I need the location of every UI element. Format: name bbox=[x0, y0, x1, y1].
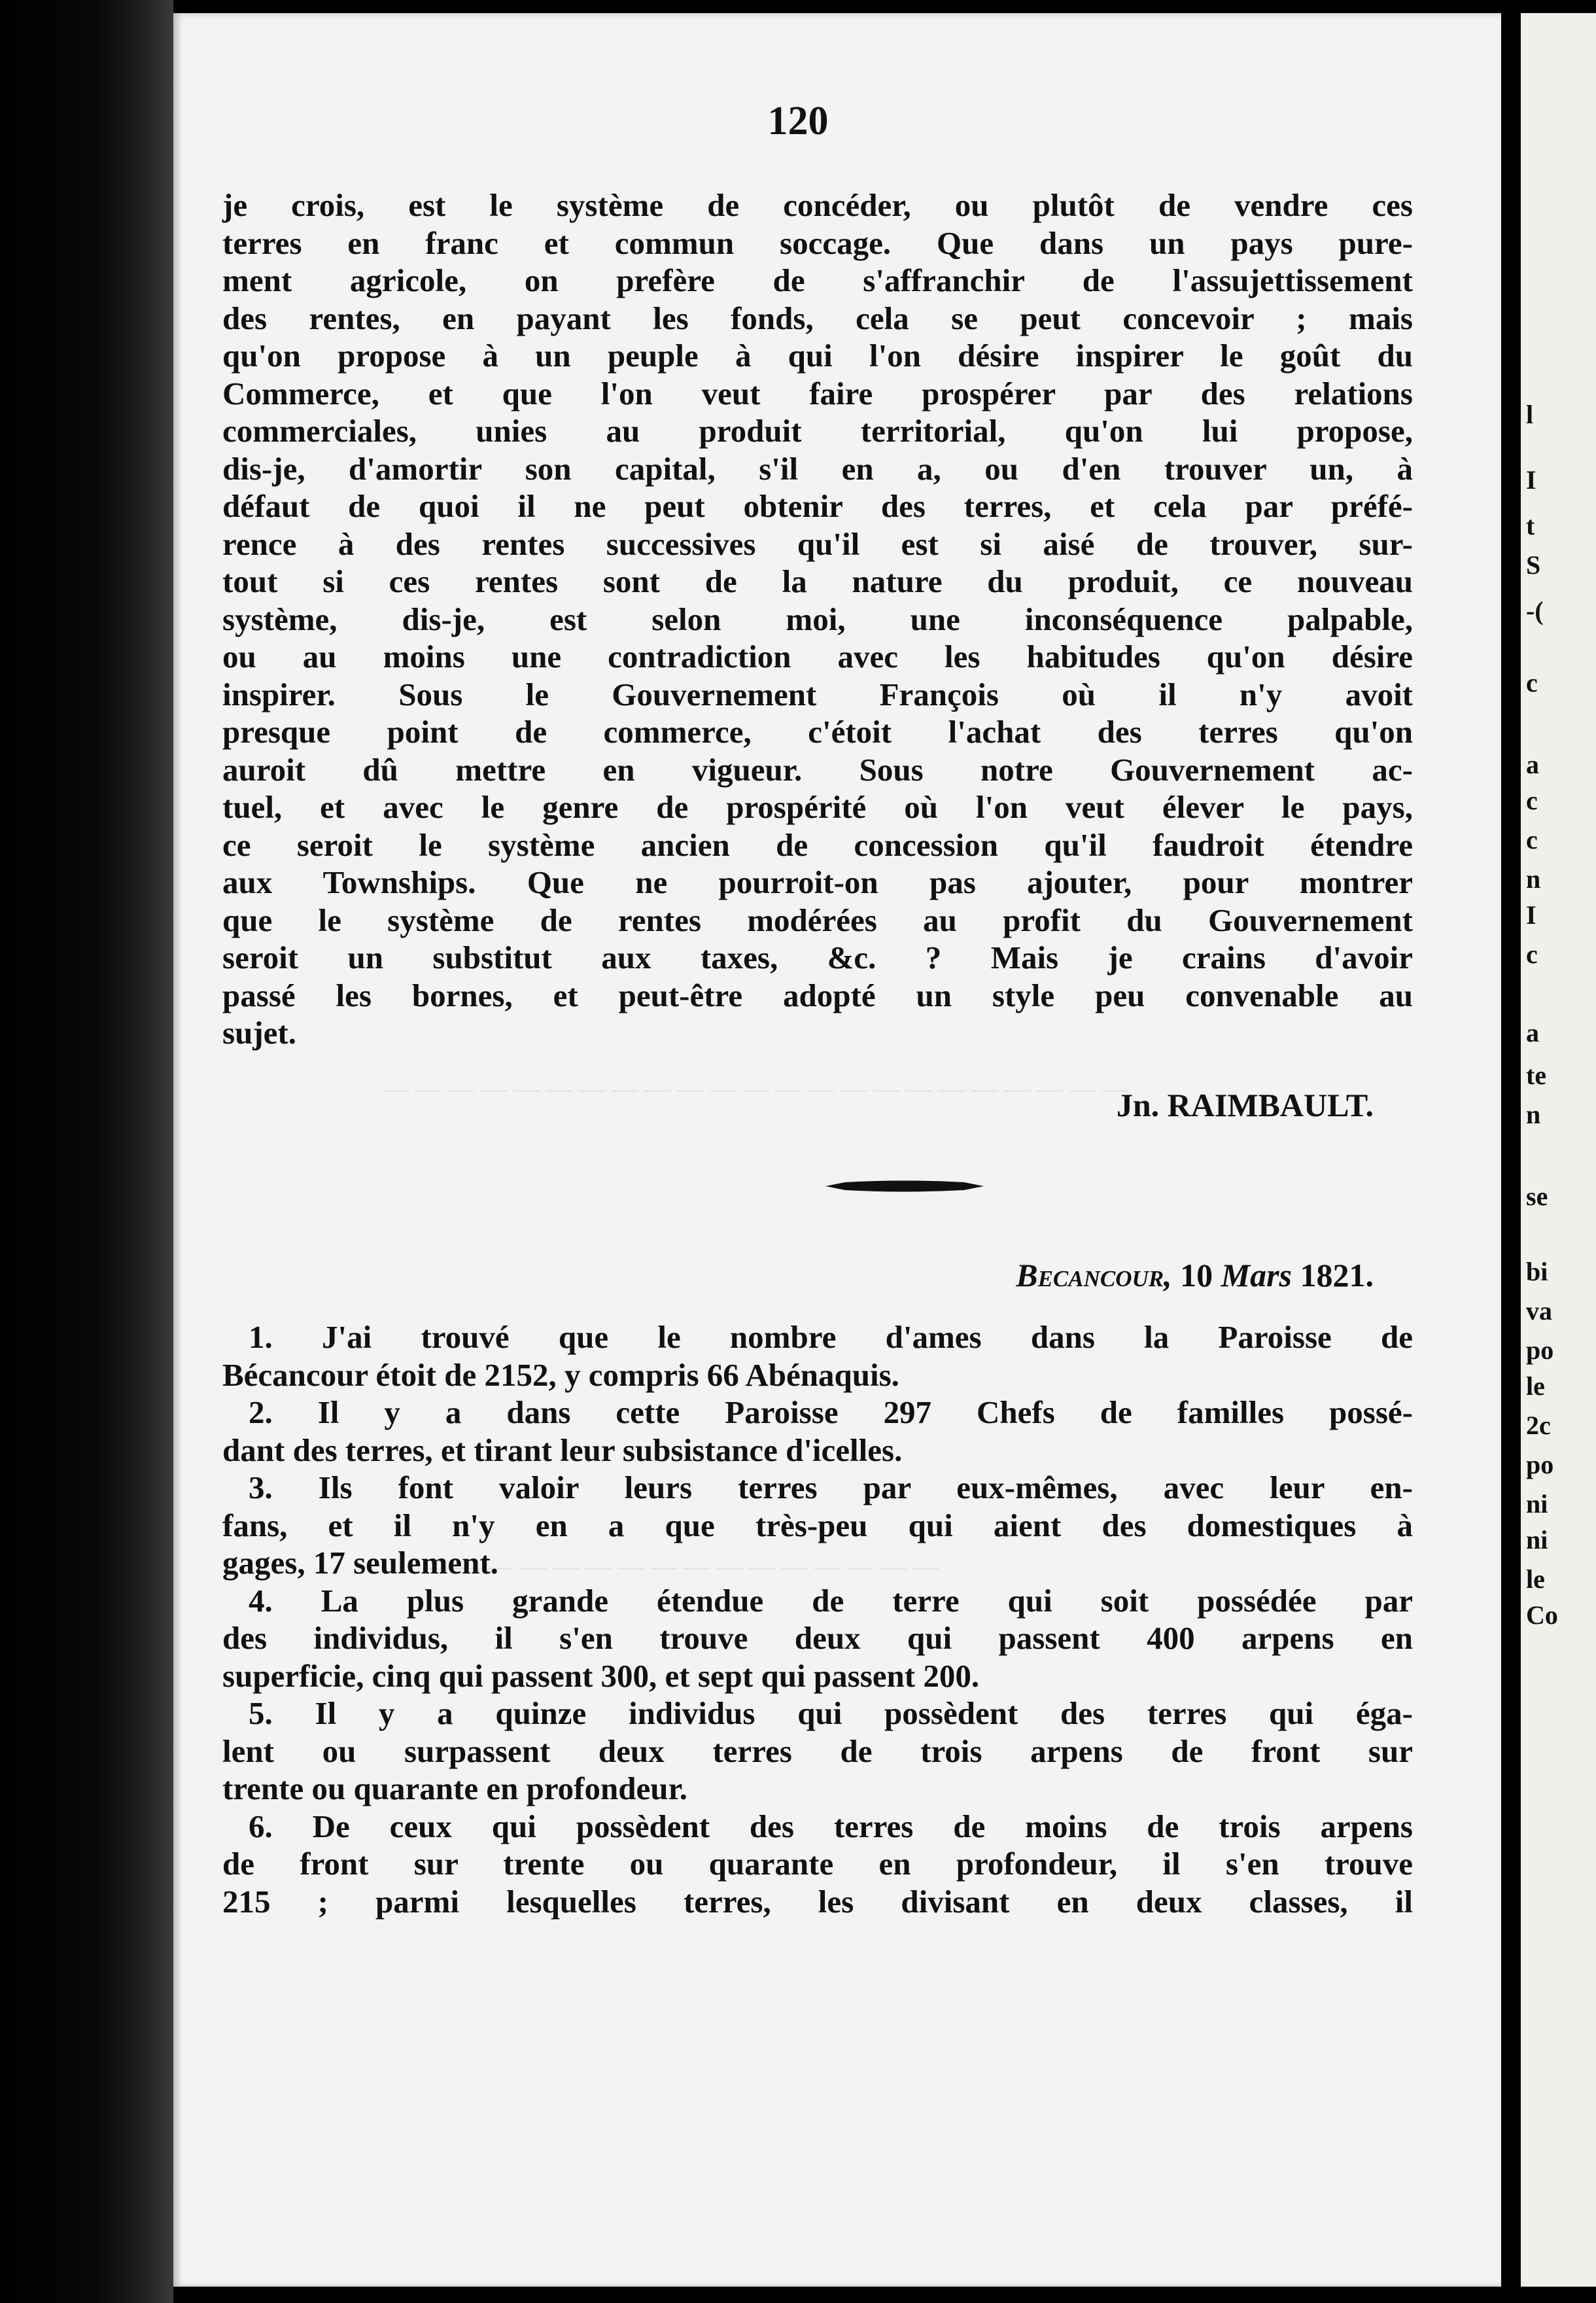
body-line: Commerce, et que l'on veut faire prospérer par des relations bbox=[222, 375, 1413, 412]
dateline-year: 1821. bbox=[1300, 1257, 1374, 1293]
body-line: seroit un substitut aux taxes, &c. ? Mais je crains d'avoir bbox=[222, 940, 1413, 976]
answer-line: 2. Il y a dans cette Paroisse 297 Chefs de familles possé- bbox=[249, 1394, 1413, 1430]
next-page-fragment: c bbox=[1526, 786, 1538, 815]
body-line: ou au moins une contradiction avec les habitudes qu'on désire bbox=[222, 639, 1413, 675]
body-line: défaut de quoi il ne peut obtenir des terres, et cela par préfé- bbox=[222, 488, 1413, 524]
letter-body bbox=[222, 186, 1413, 1052]
body-line: ce seroit le système ancien de concession qu'il faudroit étendre bbox=[222, 826, 1413, 863]
body-line: tuel, et avec le genre de prospérité où l'on veut élever le pays, bbox=[222, 789, 1413, 825]
body-line: dis-je, d'amortir son capital, s'il en a, ou d'en trouver un, à bbox=[222, 450, 1413, 487]
body-line: ment agricole, on prefère de s'affranchir de l'assujettissement bbox=[222, 262, 1413, 298]
next-page-fragment: bi bbox=[1526, 1257, 1548, 1286]
answer-line: de front sur trente ou quarante en profondeur, il s'en trouve bbox=[222, 1846, 1413, 1882]
answer-line: superficie, cinq qui passent 300, et sept qui passent 200. bbox=[222, 1657, 980, 1694]
body-line: que le système de rentes modérées au profit du Gouvernement bbox=[222, 902, 1413, 938]
answer-line: trente ou quarante en profondeur. bbox=[222, 1770, 688, 1806]
body-line: passé les bornes, et peut-être adopté un style peu convenable au bbox=[222, 977, 1413, 1013]
page-gutter bbox=[1501, 0, 1521, 2303]
next-page-fragment: ni bbox=[1526, 1489, 1548, 1519]
body-line: tout si ces rentes sont de la nature du produit, ce nouveau bbox=[222, 563, 1413, 599]
next-page-fragment: 2c bbox=[1526, 1411, 1551, 1440]
next-page-fragment: a bbox=[1526, 1018, 1539, 1047]
next-page-fragment: S bbox=[1526, 550, 1541, 580]
next-page-fragment: te bbox=[1526, 1061, 1547, 1090]
bleed-through-text: — — — — — — — — — — — — — — — — — — — — — — — bbox=[383, 1074, 1128, 1103]
body-line: rence à des rentes successives qu'il est si aisé de trouver, sur- bbox=[222, 525, 1413, 562]
dateline-day: 10 bbox=[1180, 1257, 1213, 1293]
next-page-fragment: n bbox=[1526, 864, 1541, 894]
next-page-fragment: po bbox=[1526, 1450, 1554, 1479]
body-line: commerciales, unies au produit territorial, qu'on lui propose, bbox=[222, 413, 1413, 449]
body-line: je crois, est le système de concéder, ou plutôt de vendre ces bbox=[222, 187, 1413, 223]
next-page-fragment: po bbox=[1526, 1335, 1554, 1365]
answer-line: dant des terres, et tirant leur subsistance d'icelles. bbox=[222, 1432, 903, 1468]
body-line: terres en franc et commun soccage. Que dans un pays pure- bbox=[222, 224, 1413, 261]
dateline-month: Mars bbox=[1221, 1257, 1292, 1293]
next-page-fragment: t bbox=[1526, 511, 1535, 540]
body-line: sujet. bbox=[222, 1015, 296, 1051]
body-line: presque point de commerce, c'étoit l'achat des terres qu'on bbox=[222, 714, 1413, 750]
next-page-fragment: ni bbox=[1526, 1525, 1548, 1555]
next-page-fragment: Co bbox=[1526, 1600, 1558, 1630]
answer-line: 3. Ils font valoir leurs terres par eux-mêmes, avec leur en- bbox=[249, 1469, 1413, 1505]
answer-line: 215 ; parmi lesquelles terres, les divisant en deux classes, il bbox=[222, 1883, 1413, 1920]
next-page-fragment: a bbox=[1526, 750, 1539, 779]
next-page-fragment: c bbox=[1526, 940, 1538, 969]
body-line: aux Townships. Que ne pourroit-on pas ajouter, pour montrer bbox=[222, 864, 1413, 900]
next-page-fragment: I bbox=[1526, 900, 1536, 930]
body-line: qu'on propose à un peuple à qui l'on désire inspirer le goût du bbox=[222, 338, 1413, 374]
next-page-fragment: l bbox=[1526, 400, 1534, 429]
answer-line: gages, 17 seulement. bbox=[222, 1545, 498, 1581]
answer-line: 4. La plus grande étendue de terre qui soit possédée par bbox=[249, 1582, 1413, 1619]
next-page-fragment: le bbox=[1526, 1371, 1545, 1401]
next-page-fragment: n bbox=[1526, 1100, 1541, 1129]
answer-line: lent ou surpassent deux terres de trois arpens de front sur bbox=[222, 1732, 1413, 1769]
dateline bbox=[222, 1256, 1374, 1294]
answer-line: 1. J'ai trouvé que le nombre d'ames dans la Paroisse de bbox=[249, 1319, 1413, 1355]
body-line: des rentes, en payant les fonds, cela se peut concevoir ; mais bbox=[222, 300, 1413, 336]
next-page-fragment: I bbox=[1526, 465, 1536, 495]
page-number: 120 bbox=[767, 99, 829, 143]
answer-line: fans, et il n'y en a que très-peu qui aient des domestiques à bbox=[222, 1507, 1413, 1543]
next-page-fragment: se bbox=[1526, 1182, 1548, 1211]
dateline-place: Becancour, bbox=[1016, 1257, 1172, 1293]
answer-line: 6. De ceux qui possèdent des terres de moins de trois arpens bbox=[249, 1808, 1413, 1844]
body-line: système, dis-je, est selon moi, une inconséquence palpable, bbox=[222, 601, 1413, 637]
next-page-fragment: va bbox=[1526, 1296, 1552, 1326]
next-page-fragment: c bbox=[1526, 825, 1538, 854]
answer-line: 5. Il y a quinze individus qui possèdent des terres qui éga- bbox=[249, 1695, 1413, 1731]
next-page-edge bbox=[1521, 13, 1596, 2287]
signature: Jn. RAIMBAULT. bbox=[1116, 1087, 1374, 1123]
answer-line: des individus, il s'en trouve deux qui passent 400 arpens en bbox=[222, 1620, 1413, 1656]
next-page-fragment: le bbox=[1526, 1564, 1545, 1594]
numbered-answers bbox=[222, 1318, 1413, 1920]
next-page-fragment: c bbox=[1526, 668, 1538, 697]
bleed-through-text: — — — — — — — — — — — — — — — — bbox=[422, 1551, 939, 1581]
body-line: inspirer. Sous le Gouvernement François où il n'y avoit bbox=[222, 676, 1413, 712]
next-page-fragment: -( bbox=[1526, 596, 1544, 625]
body-line: auroit dû mettre en vigueur. Sous notre Gouvernement ac- bbox=[222, 751, 1413, 788]
section-divider-rule bbox=[825, 1178, 984, 1195]
book-edge-shadow bbox=[0, 0, 173, 2303]
answer-line: Bécancour étoit de 2152, y compris 66 Abénaquis. bbox=[222, 1356, 899, 1393]
